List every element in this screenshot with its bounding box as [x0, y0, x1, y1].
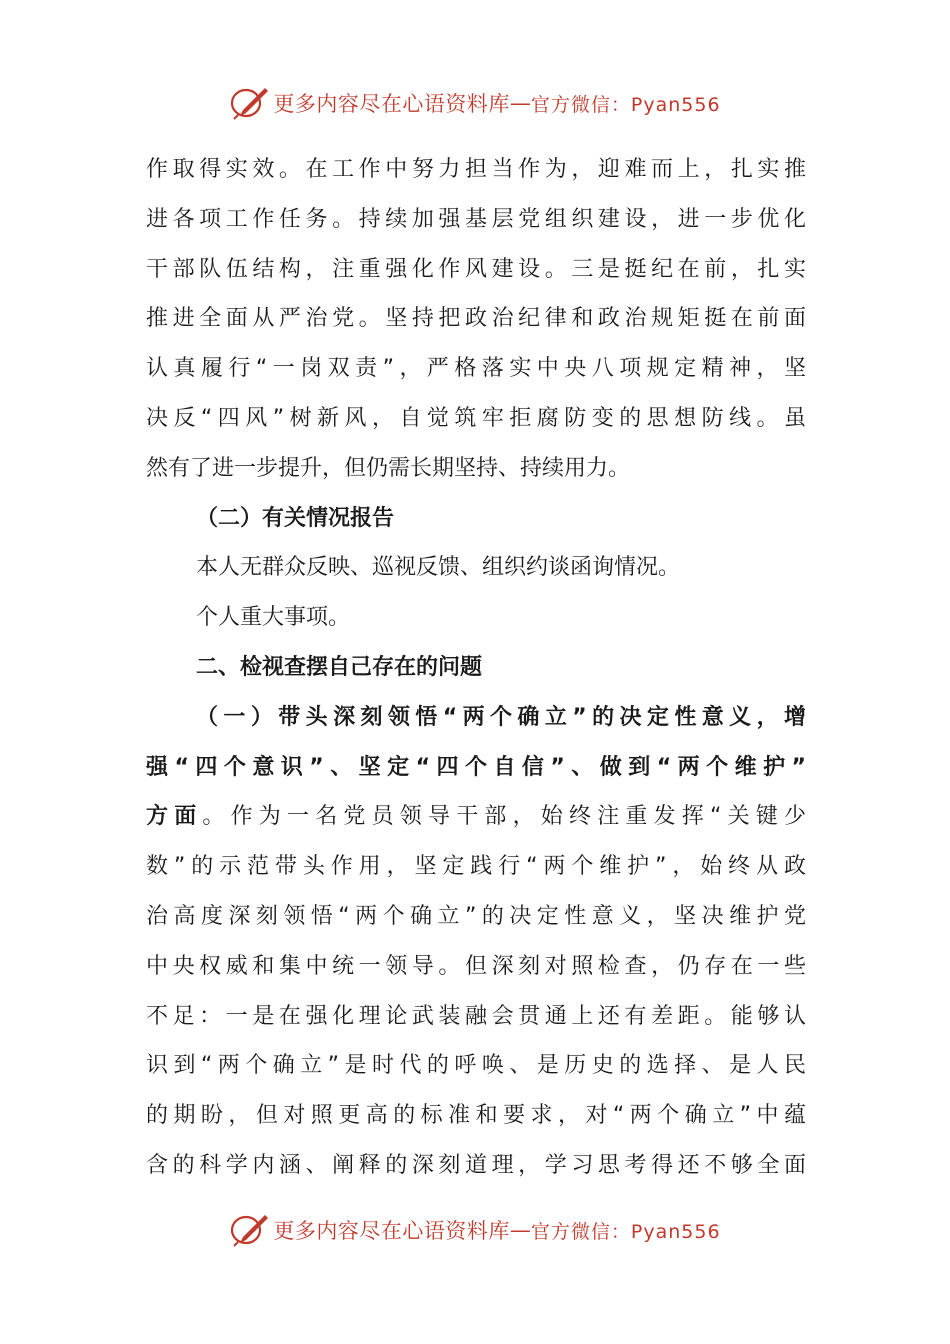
- body-line: 识到“两个确立”是时代的呼唤、是历史的选择、是人民: [146, 1053, 806, 1079]
- watermark-text: 更多内容尽在心语资料库: [273, 1219, 510, 1243]
- body-line-rest: 。作为一名党员领导干部，始终注重发挥“关键少: [202, 804, 806, 830]
- watermark-dash: —: [509, 1218, 531, 1242]
- watermark-text: 更多内容尽在心语资料库: [273, 92, 510, 116]
- body-line: 含的科学内涵、阐释的深刻道理，学习思考得还不够全面: [146, 1152, 806, 1178]
- quill-logo-icon: [229, 85, 269, 121]
- body-line: 决反“四风”树新风，自觉筑牢拒腐防变的思想防线。虽: [146, 405, 806, 431]
- body-line: 治高度深刻领悟“两个确立”的决定性意义，坚决维护党: [146, 903, 806, 929]
- body-line: 本人无群众反映、巡视反馈、组织约谈函询情况。: [196, 555, 681, 581]
- document-body: [146, 150, 806, 1196]
- body-line: 数”的示范带头作用，坚定践行“两个维护”，始终从政: [146, 854, 806, 880]
- quill-logo-icon: [229, 1212, 269, 1248]
- body-line: 干部队伍结构，注重强化作风建设。三是挺纪在前，扎实: [146, 256, 806, 282]
- body-line: 的期盼，但对照更高的标准和要求，对“两个确立”中蕴: [146, 1103, 806, 1129]
- body-line: 进各项工作任务。持续加强基层党组织建设，进一步优化: [146, 206, 806, 232]
- body-line: 不足：一是在强化理论武装融会贯通上还有差距。能够认: [146, 1003, 806, 1029]
- watermark-wechat: 官方微信：Pyan556: [530, 93, 721, 116]
- watermark-banner-bottom: [0, 1210, 950, 1250]
- watermark-banner-top: [0, 83, 950, 123]
- body-line: 推进全面从严治党。坚持把政治纪律和政治规矩挺在前面: [146, 306, 806, 332]
- subsection-heading: （一）带头深刻领悟“两个确立”的决定性意义，增: [196, 704, 806, 730]
- watermark-wechat: 官方微信：Pyan556: [530, 1220, 721, 1243]
- body-line: 然有了进一步提升，但仍需长期坚持、持续用力。: [146, 455, 631, 481]
- subsection-heading: 强“四个意识”、坚定“四个自信”、做到“两个维护”: [146, 754, 806, 780]
- body-line: 中央权威和集中统一领导。但深刻对照检查，仍存在一些: [146, 953, 806, 979]
- body-line: 作取得实效。在工作中努力担当作为，迎难而上，扎实推: [146, 157, 806, 182]
- watermark-dash: —: [509, 91, 531, 115]
- section-heading: （二）有关情况报告: [196, 505, 395, 531]
- subsection-heading-end: 方面: [146, 804, 203, 830]
- body-line-mixed: [146, 797, 806, 847]
- body-line: 个人重大事项。: [196, 605, 351, 631]
- chapter-heading: 二、检视查摆自己存在的问题: [196, 654, 483, 680]
- body-line: 认真履行“一岗双责”，严格落实中央八项规定精神，坚: [146, 356, 806, 382]
